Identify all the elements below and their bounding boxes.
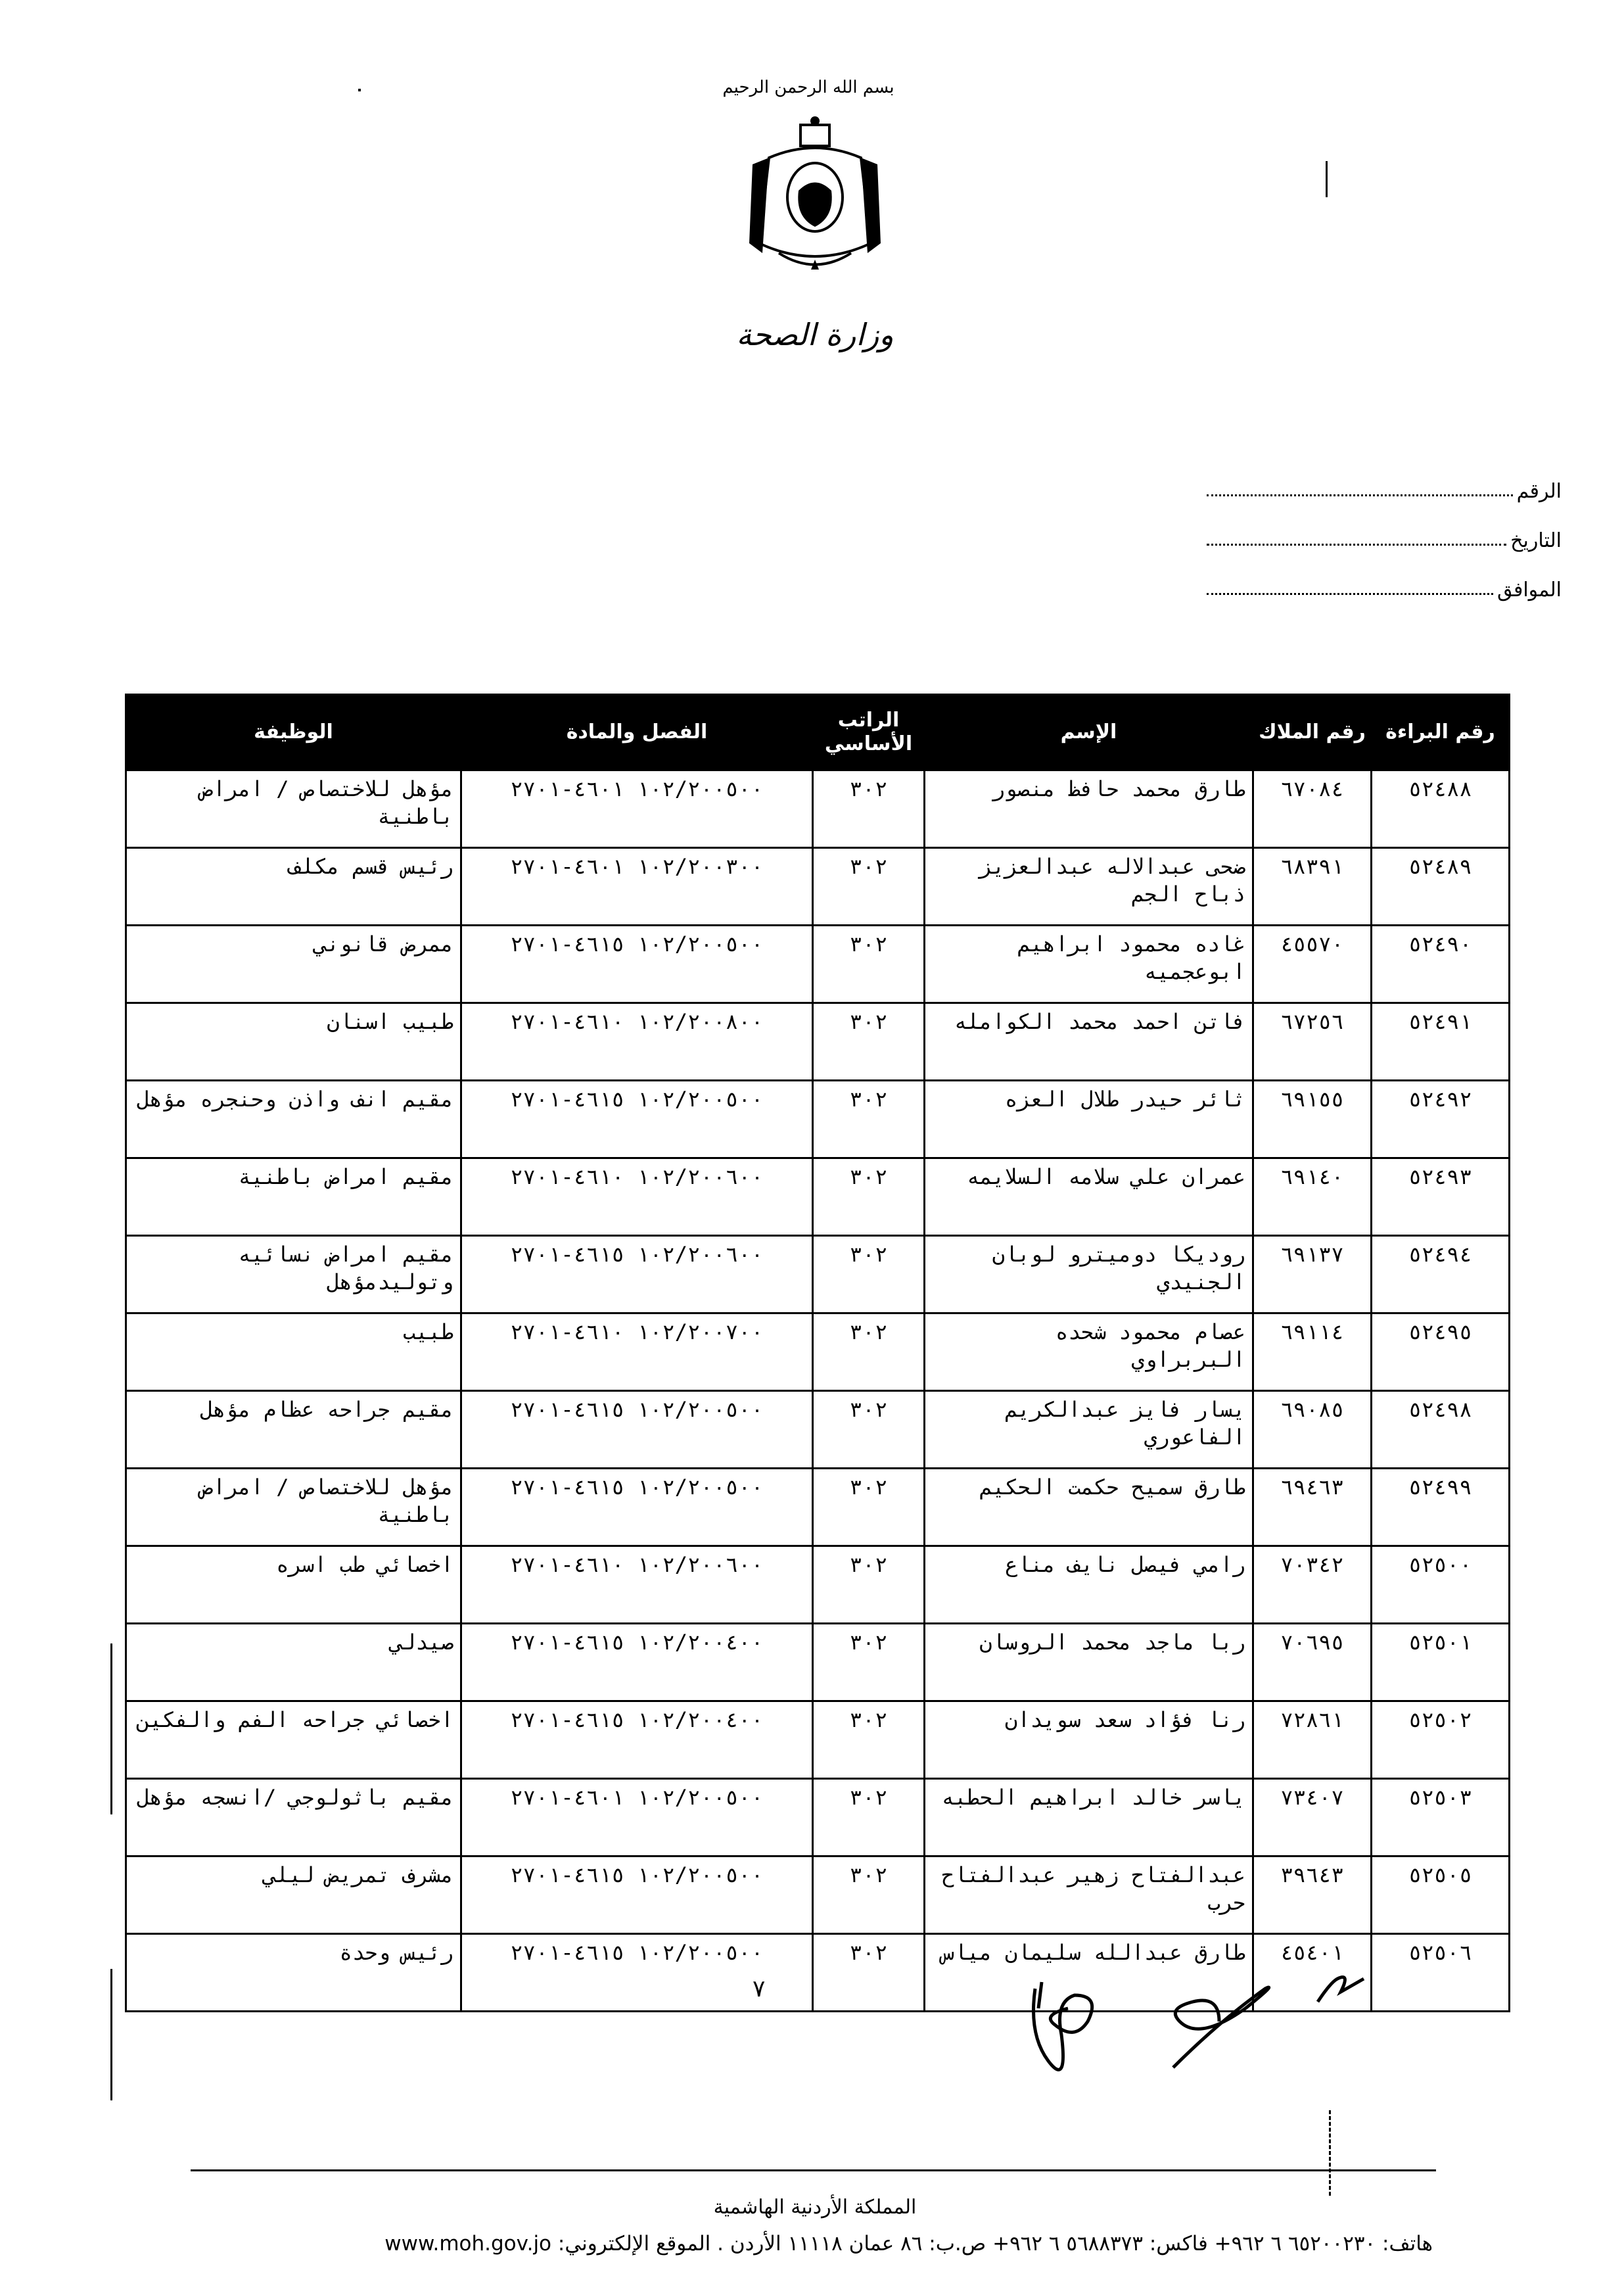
job-title-cell: صيدلي [126, 1624, 461, 1701]
name-cell: ثائر حيدر طلال العزه [925, 1081, 1253, 1158]
ref-number-dots [1207, 494, 1513, 496]
name-cell: رامي فيصل نايف مناع [925, 1546, 1253, 1624]
table-row [126, 1003, 1510, 1081]
table-row [126, 1624, 1510, 1701]
basic-salary-cell: ٣٠٢ [813, 1081, 925, 1158]
job-title-cell: مقيم امراض نسائيه وتوليدمؤهل [126, 1236, 461, 1313]
certificate-no-cell: ٥٢٤٩٢ [1372, 1081, 1510, 1158]
footer-website-link[interactable]: www.moh.gov.jo [384, 2232, 552, 2256]
table-row [126, 1158, 1510, 1236]
margin-mark-left-lower [110, 1969, 112, 2100]
chapter-article-cell: ١٠٢/٢٠٠٥٠٠ ٤٦١٥-٢٧٠١ [461, 1081, 813, 1158]
ref-hijri-dots [1207, 592, 1493, 595]
certificate-no-cell: ٥٢٤٩٤ [1372, 1236, 1510, 1313]
table-row [126, 848, 1510, 926]
chapter-article-cell: ١٠٢/٢٠٠٦٠٠ ٤٦١٠-٢٧٠١ [461, 1158, 813, 1236]
certificate-no-cell: ٥٢٤٩٥ [1372, 1313, 1510, 1391]
chapter-article-cell: ١٠٢/٢٠٠٦٠٠ ٤٦١٥-٢٧٠١ [461, 1236, 813, 1313]
chapter-article-cell: ١٠٢/٢٠٠٣٠٠ ٤٦٠١-٢٧٠١ [461, 848, 813, 926]
job-title-cell: طبيب [126, 1313, 461, 1391]
certificate-no-cell: ٥٢٥٠٦ [1372, 1934, 1510, 2012]
basic-salary-cell: ٣٠٢ [813, 926, 925, 1003]
coat-of-arms-icon [743, 112, 887, 289]
job-title-cell: مؤهل للاختصاص / امراض باطنية [126, 1469, 461, 1546]
name-cell: عمران علي سلامه السلايمه [925, 1158, 1253, 1236]
staff-no-cell: ٧٢٨٦١ [1253, 1701, 1372, 1779]
job-title-cell: رئيس قسم مكلف [126, 848, 461, 926]
table-row [126, 926, 1510, 1003]
table-header-row [126, 695, 1510, 770]
ref-date-line [1207, 529, 1562, 552]
col-header-certificate-no: رقم البراءة [1372, 695, 1510, 770]
table-row [126, 1391, 1510, 1469]
table-row [126, 1236, 1510, 1313]
certificate-no-cell: ٥٢٤٨٩ [1372, 848, 1510, 926]
ref-number-label: الرقم [1516, 480, 1562, 503]
chapter-article-cell: ١٠٢/٢٠٠٥٠٠ ٤٦١٥-٢٧٠١ [461, 926, 813, 1003]
certificate-no-cell: ٥٢٤٩١ [1372, 1003, 1510, 1081]
col-header-basic-salary: الراتب الأساسي [813, 695, 925, 770]
chapter-article-cell: ١٠٢/٢٠٠٧٠٠ ٤٦١٠-٢٧٠١ [461, 1313, 813, 1391]
staff-no-cell: ٤٥٥٧٠ [1253, 926, 1372, 1003]
certificate-no-cell: ٥٢٥٠٠ [1372, 1546, 1510, 1624]
basic-salary-cell: ٣٠٢ [813, 1624, 925, 1701]
col-header-chapter-article: الفصل والمادة [461, 695, 813, 770]
basic-salary-cell: ٣٠٢ [813, 848, 925, 926]
chapter-article-cell: ١٠٢/٢٠٠٥٠٠ ٤٦١٥-٢٧٠١ [461, 1469, 813, 1546]
name-cell: غاده محمود ابراهيم ابوعجميه [925, 926, 1253, 1003]
footer-country: المملكة الأردنية الهاشمية [713, 2196, 917, 2219]
chapter-article-cell: ١٠٢/٢٠٠٤٠٠ ٤٦١٥-٢٧٠١ [461, 1701, 813, 1779]
ref-number-line [1207, 480, 1562, 503]
margin-mark-left-upper [110, 1643, 112, 1814]
ref-hijri-label: الموافق [1496, 579, 1562, 602]
name-cell: رنا فؤاد سعد سويدان [925, 1701, 1253, 1779]
col-header-name: الإسم [925, 695, 1253, 770]
certificate-no-cell: ٥٢٤٩٣ [1372, 1158, 1510, 1236]
basic-salary-cell: ٣٠٢ [813, 1158, 925, 1236]
staff-no-cell: ٣٩٦٤٣ [1253, 1856, 1372, 1934]
certificate-no-cell: ٥٢٥٠٢ [1372, 1701, 1510, 1779]
basic-salary-cell: ٣٠٢ [813, 1391, 925, 1469]
ref-date-label: التاريخ [1510, 529, 1562, 552]
name-cell: طارق سميح حكمت الحكيم [925, 1469, 1253, 1546]
job-title-cell: مقيم امراض باطنية [126, 1158, 461, 1236]
chapter-article-cell: ١٠٢/٢٠٠٥٠٠ ٤٦١٥-٢٧٠١ [461, 1934, 813, 2012]
chapter-article-cell: ١٠٢/٢٠٠٦٠٠ ٤٦١٠-٢٧٠١ [461, 1546, 813, 1624]
signatures-icon [1022, 1962, 1390, 2094]
staff-no-cell: ٧٣٤٠٧ [1253, 1779, 1372, 1856]
staff-no-cell: ٦٩٠٨٥ [1253, 1391, 1372, 1469]
staff-no-cell: ٦٩٤٦٣ [1253, 1469, 1372, 1546]
name-cell: طارق عبدالله سليمان مياس [925, 1934, 1253, 2012]
footer-contact-text: هاتف: ٦٥٢٠٠٢٣٠ ٦ ٩٦٢+ فاكس: ٥٦٨٨٣٧٣ ٦ ٩٦٢+ ص.ب: ٨٦ عمان ١١١١٨ الأردن . الموقع الإلكتروني: [557, 2232, 1433, 2256]
col-header-job-title: الوظيفة [126, 695, 461, 770]
col-header-staff-no: رقم الملاك [1253, 695, 1372, 770]
staff-no-cell: ٦٨٣٩١ [1253, 848, 1372, 926]
certificate-no-cell: ٥٢٤٩٠ [1372, 926, 1510, 1003]
table-row [126, 1546, 1510, 1624]
basic-salary-cell: ٣٠٢ [813, 1236, 925, 1313]
footer-divider [191, 2169, 1436, 2171]
table-row [126, 1856, 1510, 1934]
basic-salary-cell: ٣٠٢ [813, 1003, 925, 1081]
staff-no-cell: ٦٩١٣٧ [1253, 1236, 1372, 1313]
staff-no-cell: ٦٩١٤٠ [1253, 1158, 1372, 1236]
staff-no-cell: ٤٥٤٠١ [1253, 1934, 1372, 2012]
chapter-article-cell: ١٠٢/٢٠٠٥٠٠ ٤٦١٥-٢٧٠١ [461, 1856, 813, 1934]
certificate-no-cell: ٥٢٥٠٥ [1372, 1856, 1510, 1934]
name-cell: عصام محمود شحده البربراوي [925, 1313, 1253, 1391]
ref-date-dots [1207, 543, 1506, 546]
staff-no-cell: ٦٧٢٥٦ [1253, 1003, 1372, 1081]
certificate-no-cell: ٥٢٤٩٩ [1372, 1469, 1510, 1546]
name-cell: ربا ماجد محمد الروسان [925, 1624, 1253, 1701]
chapter-article-cell: ١٠٢/٢٠٠٥٠٠ ٤٦٠١-٢٧٠١ [461, 770, 813, 848]
basic-salary-cell: ٣٠٢ [813, 770, 925, 848]
name-cell: طارق محمد حافظ منصور [925, 770, 1253, 848]
name-cell: ياسر خالد ابراهيم الحطبه [925, 1779, 1253, 1856]
certificate-no-cell: ٥٢٤٩٨ [1372, 1391, 1510, 1469]
name-cell: يسار فايز عبدالكريم الفاعوري [925, 1391, 1253, 1469]
basic-salary-cell: ٣٠٢ [813, 1546, 925, 1624]
basic-salary-cell: ٣٠٢ [813, 1313, 925, 1391]
table-row [126, 1081, 1510, 1158]
staff-no-cell: ٦٧٠٨٤ [1253, 770, 1372, 848]
page-number: ٧ [753, 1975, 766, 2002]
staff-no-cell: ٦٩١٥٥ [1253, 1081, 1372, 1158]
stray-mark [358, 89, 361, 91]
margin-mark [1326, 161, 1328, 197]
name-cell: ضحى عبدالاله عبدالعزيز ذباح الجم [925, 848, 1253, 926]
chapter-article-cell: ١٠٢/٢٠٠٥٠٠ ٤٦١٥-٢٧٠١ [461, 1391, 813, 1469]
staff-no-cell: ٧٠٦٩٥ [1253, 1624, 1372, 1701]
name-cell: عبدالفتاح زهير عبدالفتاح حرب [925, 1856, 1253, 1934]
chapter-article-cell: ١٠٢/٢٠٠٤٠٠ ٤٦١٥-٢٧٠١ [461, 1624, 813, 1701]
chapter-article-cell: ١٠٢/٢٠٠٨٠٠ ٤٦١٠-٢٧٠١ [461, 1003, 813, 1081]
job-title-cell: رئيس وحدة [126, 1934, 461, 2012]
margin-mark-right [1329, 2110, 1332, 2196]
basic-salary-cell: ٣٠٢ [813, 1469, 925, 1546]
basic-salary-cell: ٣٠٢ [813, 1856, 925, 1934]
certificate-no-cell: ٥٢٤٨٨ [1372, 770, 1510, 848]
job-title-cell: اخصائي جراحه الفم والفكين [126, 1701, 461, 1779]
name-cell: روديكا دوميترو لوبان الجنيدي [925, 1236, 1253, 1313]
name-cell: فاتن احمد محمد الكوامله [925, 1003, 1253, 1081]
job-title-cell: اخصائي طب اسره [126, 1546, 461, 1624]
table-row [126, 1701, 1510, 1779]
staff-no-cell: ٦٩١١٤ [1253, 1313, 1372, 1391]
basmala: بسم الله الرحمن الرحيم [722, 78, 894, 97]
certificate-no-cell: ٥٢٥٠٣ [1372, 1779, 1510, 1856]
job-title-cell: مؤهل للاختصاص / امراض باطنية [126, 770, 461, 848]
job-title-cell: مقيم انف واذن وحنجره مؤهل [126, 1081, 461, 1158]
job-title-cell: ممرض قانوني [126, 926, 461, 1003]
ministry-name: وزارة الصحة [736, 317, 894, 352]
basic-salary-cell: ٣٠٢ [813, 1934, 925, 2012]
chapter-article-cell: ١٠٢/٢٠٠٥٠٠ ٤٦٠١-٢٧٠١ [461, 1779, 813, 1856]
table-row [126, 770, 1510, 848]
job-title-cell: مقيم جراحه عظام مؤهل [126, 1391, 461, 1469]
job-title-cell: مشرف تمريض ليلي [126, 1856, 461, 1934]
ref-hijri-line [1207, 579, 1562, 602]
basic-salary-cell: ٣٠٢ [813, 1701, 925, 1779]
table-row [126, 1779, 1510, 1856]
employee-table [125, 694, 1510, 2012]
footer-contact [197, 2232, 1433, 2256]
certificate-no-cell: ٥٢٥٠١ [1372, 1624, 1510, 1701]
staff-no-cell: ٧٠٣٤٢ [1253, 1546, 1372, 1624]
table-row [126, 1313, 1510, 1391]
table-row [126, 1469, 1510, 1546]
job-title-cell: مقيم باثولوجي /انسجه مؤهل [126, 1779, 461, 1856]
basic-salary-cell: ٣٠٢ [813, 1779, 925, 1856]
job-title-cell: طبيب اسنان [126, 1003, 461, 1081]
